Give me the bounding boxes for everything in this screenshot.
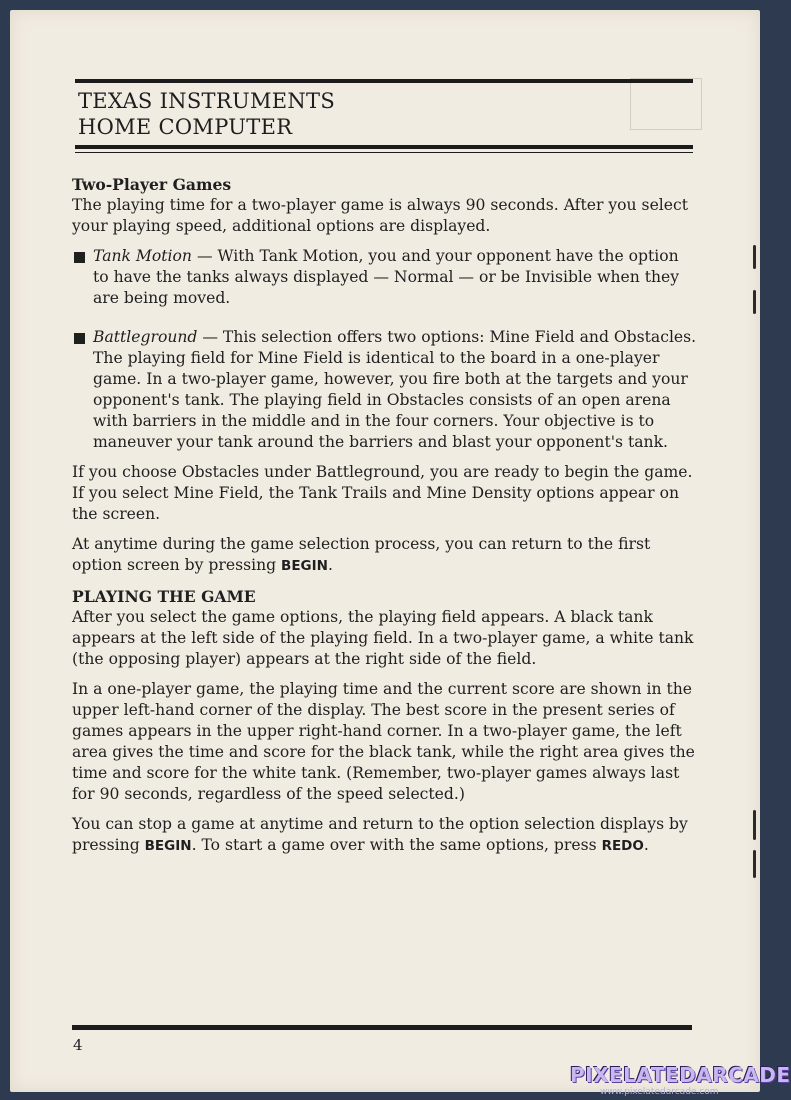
text: . — [327, 556, 333, 574]
text: You can stop a game at anytime and return to the option selection displays by pressing — [72, 815, 688, 854]
header-line-1: TEXAS INSTRUMENTS — [78, 89, 336, 113]
paragraph-scores: In a one-player game, the playing time and the current score are shown in the upper left-hand corner of the display. The best score in the present series of games appears in the upper right-hand corner. In a two-player game, the left area gives the time and score for the black tank, while the right area gives the time and score for the white tank. (Remember, two-player games always last for 90 seconds, regardless of the speed selected.) — [72, 680, 695, 803]
page-body — [72, 174, 697, 866]
key-begin: BEGIN — [144, 838, 192, 854]
paragraph-intro: The playing time for a two-player game is always 90 seconds. After you select your playing speed, additional options are displayed. — [72, 196, 689, 235]
key-begin: BEGIN — [281, 558, 328, 574]
paragraph-field: After you select the game options, the playing field appears. A black tank appears at the left side of the playing field. In a two-player game, a white tank (the opposing player) appears at the right side of the field. — [72, 608, 694, 668]
watermark-brand: PIXELATEDARCADE — [570, 1063, 791, 1087]
page-number: 4 — [73, 1036, 83, 1054]
binding-mark — [753, 850, 756, 878]
text: . To start a game over with the same options, press — [191, 836, 602, 854]
text: . — [643, 836, 649, 854]
binding-mark — [753, 290, 756, 314]
footer-rule — [72, 1025, 692, 1030]
section-heading-two-player: Two-Player Games — [72, 175, 232, 194]
binding-mark — [753, 245, 756, 269]
header-rule-bottom — [75, 145, 693, 149]
key-redo: REDO — [601, 838, 644, 854]
bullet-square-icon — [74, 252, 85, 263]
header-rule-top — [75, 79, 693, 83]
bullet-term: Battleground — [93, 328, 198, 346]
bullet-battleground — [72, 327, 697, 453]
paragraph-return — [72, 534, 697, 577]
bullet-text: — This selection offers two options: Mine Field and Obstacles. The playing field for Mine Field is identical to the board in a one-player game. In a two-player game, however, you fire both at the targets and your opponent's tank. The playing field in Obstacles consists of an open arena with barriers in the middle and in the four corners. Your objective is to maneuver your tank around the barriers and blast your opponent's tank. — [93, 328, 697, 451]
binding-mark — [753, 810, 756, 840]
paragraph-stop — [72, 814, 697, 857]
header-line-2: HOME COMPUTER — [78, 115, 293, 139]
paragraph-obstacles: If you choose Obstacles under Battleground, you are ready to begin the game. If you select Mine Field, the Tank Trails and Mine Density options appear on the screen. — [72, 463, 693, 523]
bullet-tank-motion — [72, 246, 697, 309]
bullet-square-icon — [74, 333, 85, 344]
section-heading-playing: PLAYING THE GAME — [72, 587, 256, 606]
watermark-url: www.pixelatedarcade.com — [600, 1087, 719, 1097]
text: At anytime during the game selection process, you can return to the first option screen by pressing — [72, 535, 651, 574]
header-title — [78, 88, 335, 140]
header-rule-bottom-thin — [75, 152, 693, 153]
bullet-term: Tank Motion — [93, 247, 192, 265]
bleed-through-graphic — [630, 78, 702, 130]
bullet-text: — With Tank Motion, you and your opponent have the option to have the tanks always displayed — Normal — or be Invisible when they are being moved. — [93, 247, 680, 307]
